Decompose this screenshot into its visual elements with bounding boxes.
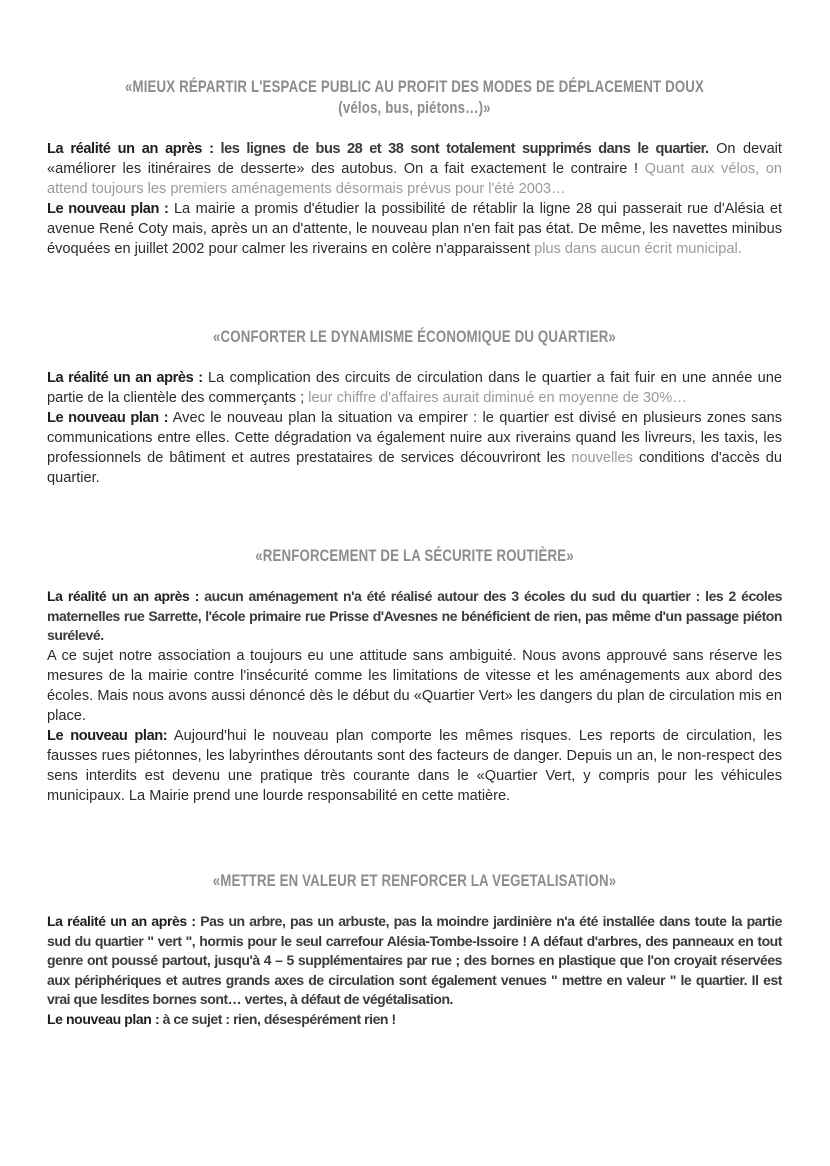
plan-label: Le nouveau plan :: [47, 201, 169, 217]
section-heading: [58, 76, 772, 118]
plan-label: Le nouveau plan :: [47, 410, 169, 426]
section-dynamisme: [47, 326, 782, 488]
plan-paragraph: [47, 726, 782, 806]
section-heading: «RENFORCEMENT DE LA SÉCURITE ROUTIÈRE»: [255, 546, 574, 565]
realite-paragraph: [47, 139, 782, 199]
heading-line-2: (vélos, bus, piétons…)»: [338, 98, 491, 117]
plan-text: Avec le nouveau plan la situation va empirer : le quartier est divisé en plusieurs zones sans communications entre elles. Cette dégradation va également nuire aux riverains quand les livreurs, les taxis, les professionnels de bâtiment et autres prestataires de services découvriront les: [47, 410, 782, 466]
plan-gray-text: nouvelles: [571, 450, 633, 466]
plan-text-end: conditions d'accès du quartier.: [47, 450, 782, 486]
realite-text: La complication des circuits de circulation dans le quartier a fait fuir en une année une partie de la clientèle des commerçants ;: [47, 370, 782, 406]
section-securite: [47, 545, 782, 806]
realite-label: La réalité un an après :: [47, 588, 200, 604]
realite-highlight: aucun aménagement n'a été réalisé autour des 3 écoles du sud du quartier : les 2 écoles maternelles rue Sarrette, l'école primaire rue Prisse d'Avesnes ne bénéficient de rien, pas même d'un passage piéton surélevé.: [47, 588, 782, 644]
section-espace-public: [47, 76, 782, 259]
plan-paragraph: [47, 408, 782, 488]
realite-paragraph: [47, 912, 782, 1010]
realite-gray-text: Quant aux vélos, on attend toujours les premiers aménagements désormais prévus pour l'été 2003…: [47, 161, 782, 197]
realite-highlight: Pas un arbre, pas un arbuste, pas la moindre jardinière n'a été installée dans toute la partie sud du quartier " vert ", hormis pour le seul carrefour Alésia-Tombe-Issoire ! A défaut d'arbres, des panneaux en tout genre ont poussé partout, jusqu'à 4 – 5 supplémentaires par rue ; des bornes en plastique que l'on croyait réservées aux périphériques et autres grands axes de circulation sont également venues " mettre en valeur " le quartier. Il est vrai que lesdites bornes sont… vertes, à défaut de végétalisation.: [47, 913, 782, 1008]
body-paragraph: A ce sujet notre association a toujours eu une attitude sans ambiguité. Nous avons approuvé sans réserve les mesures de la mairie contre l'insécurité comme les limitations de vitesse et les aménagements aux abord des écoles. Mais nous avons aussi dénoncé dès le début du «Quartier Vert» les dangers du plan de circulation mis en place.: [47, 647, 782, 724]
plan-paragraph: [47, 1010, 782, 1030]
realite-paragraph: [47, 368, 782, 408]
realite-label: La réalité un an après :: [47, 913, 196, 929]
plan-paragraph: [47, 199, 782, 259]
plan-gray-text: plus dans aucun écrit municipal.: [534, 241, 742, 257]
section-heading: «METTRE EN VALEUR ET RENFORCER LA VEGETALISATION»: [212, 871, 617, 890]
plan-text: La mairie a promis d'étudier la possibilité de rétablir la ligne 28 qui passerait rue d'Alésia et avenue René Coty mais, après un an d'attente, le nouveau plan n'en fait pas état. De même, les navettes minibus évoquées en juillet 2002 pour calmer les riverains en colère n'apparaissent: [47, 201, 783, 257]
section-heading: «CONFORTER LE DYNAMISME ÉCONOMIQUE DU QUARTIER»: [213, 327, 616, 346]
plan-label: Le nouveau plan :: [47, 1010, 160, 1027]
realite-text: On devait «améliorer les itinéraires de desserte» des autobus. On a fait exactement le contraire !: [47, 141, 782, 177]
plan-highlight: à ce sujet : rien, désespérément rien !: [159, 1010, 396, 1027]
plan-text: Aujourd'hui le nouveau plan comporte les mêmes risques. Les reports de circulation, les fausses rues piétonnes, les labyrinthes déroutants sont des facteurs de danger. Depuis un an, le non-respect des sens interdits est devenu une pratique très courante dans le «Quartier Vert, y compris pour les véhicules municipaux. La Mairie prend une lourde responsabilité en cette matière.: [47, 727, 783, 804]
plan-label: Le nouveau plan:: [47, 727, 168, 744]
realite-highlight: les lignes de bus 28 et 38 sont totalement supprimés dans le quartier.: [213, 141, 709, 157]
section-vegetalisation: [47, 870, 782, 1030]
realite-label: La réalité un an après :: [47, 141, 214, 157]
realite-gray-text: leur chiffre d'affaires aurait diminué en moyenne de 30%…: [308, 390, 687, 406]
heading-line-1: «MIEUX RÉPARTIR L'ESPACE PUBLIC AU PROFIT DES MODES DE DÉPLACEMENT DOUX: [124, 77, 705, 96]
realite-paragraph: [47, 587, 782, 646]
realite-label: La réalité un an après :: [47, 370, 203, 386]
